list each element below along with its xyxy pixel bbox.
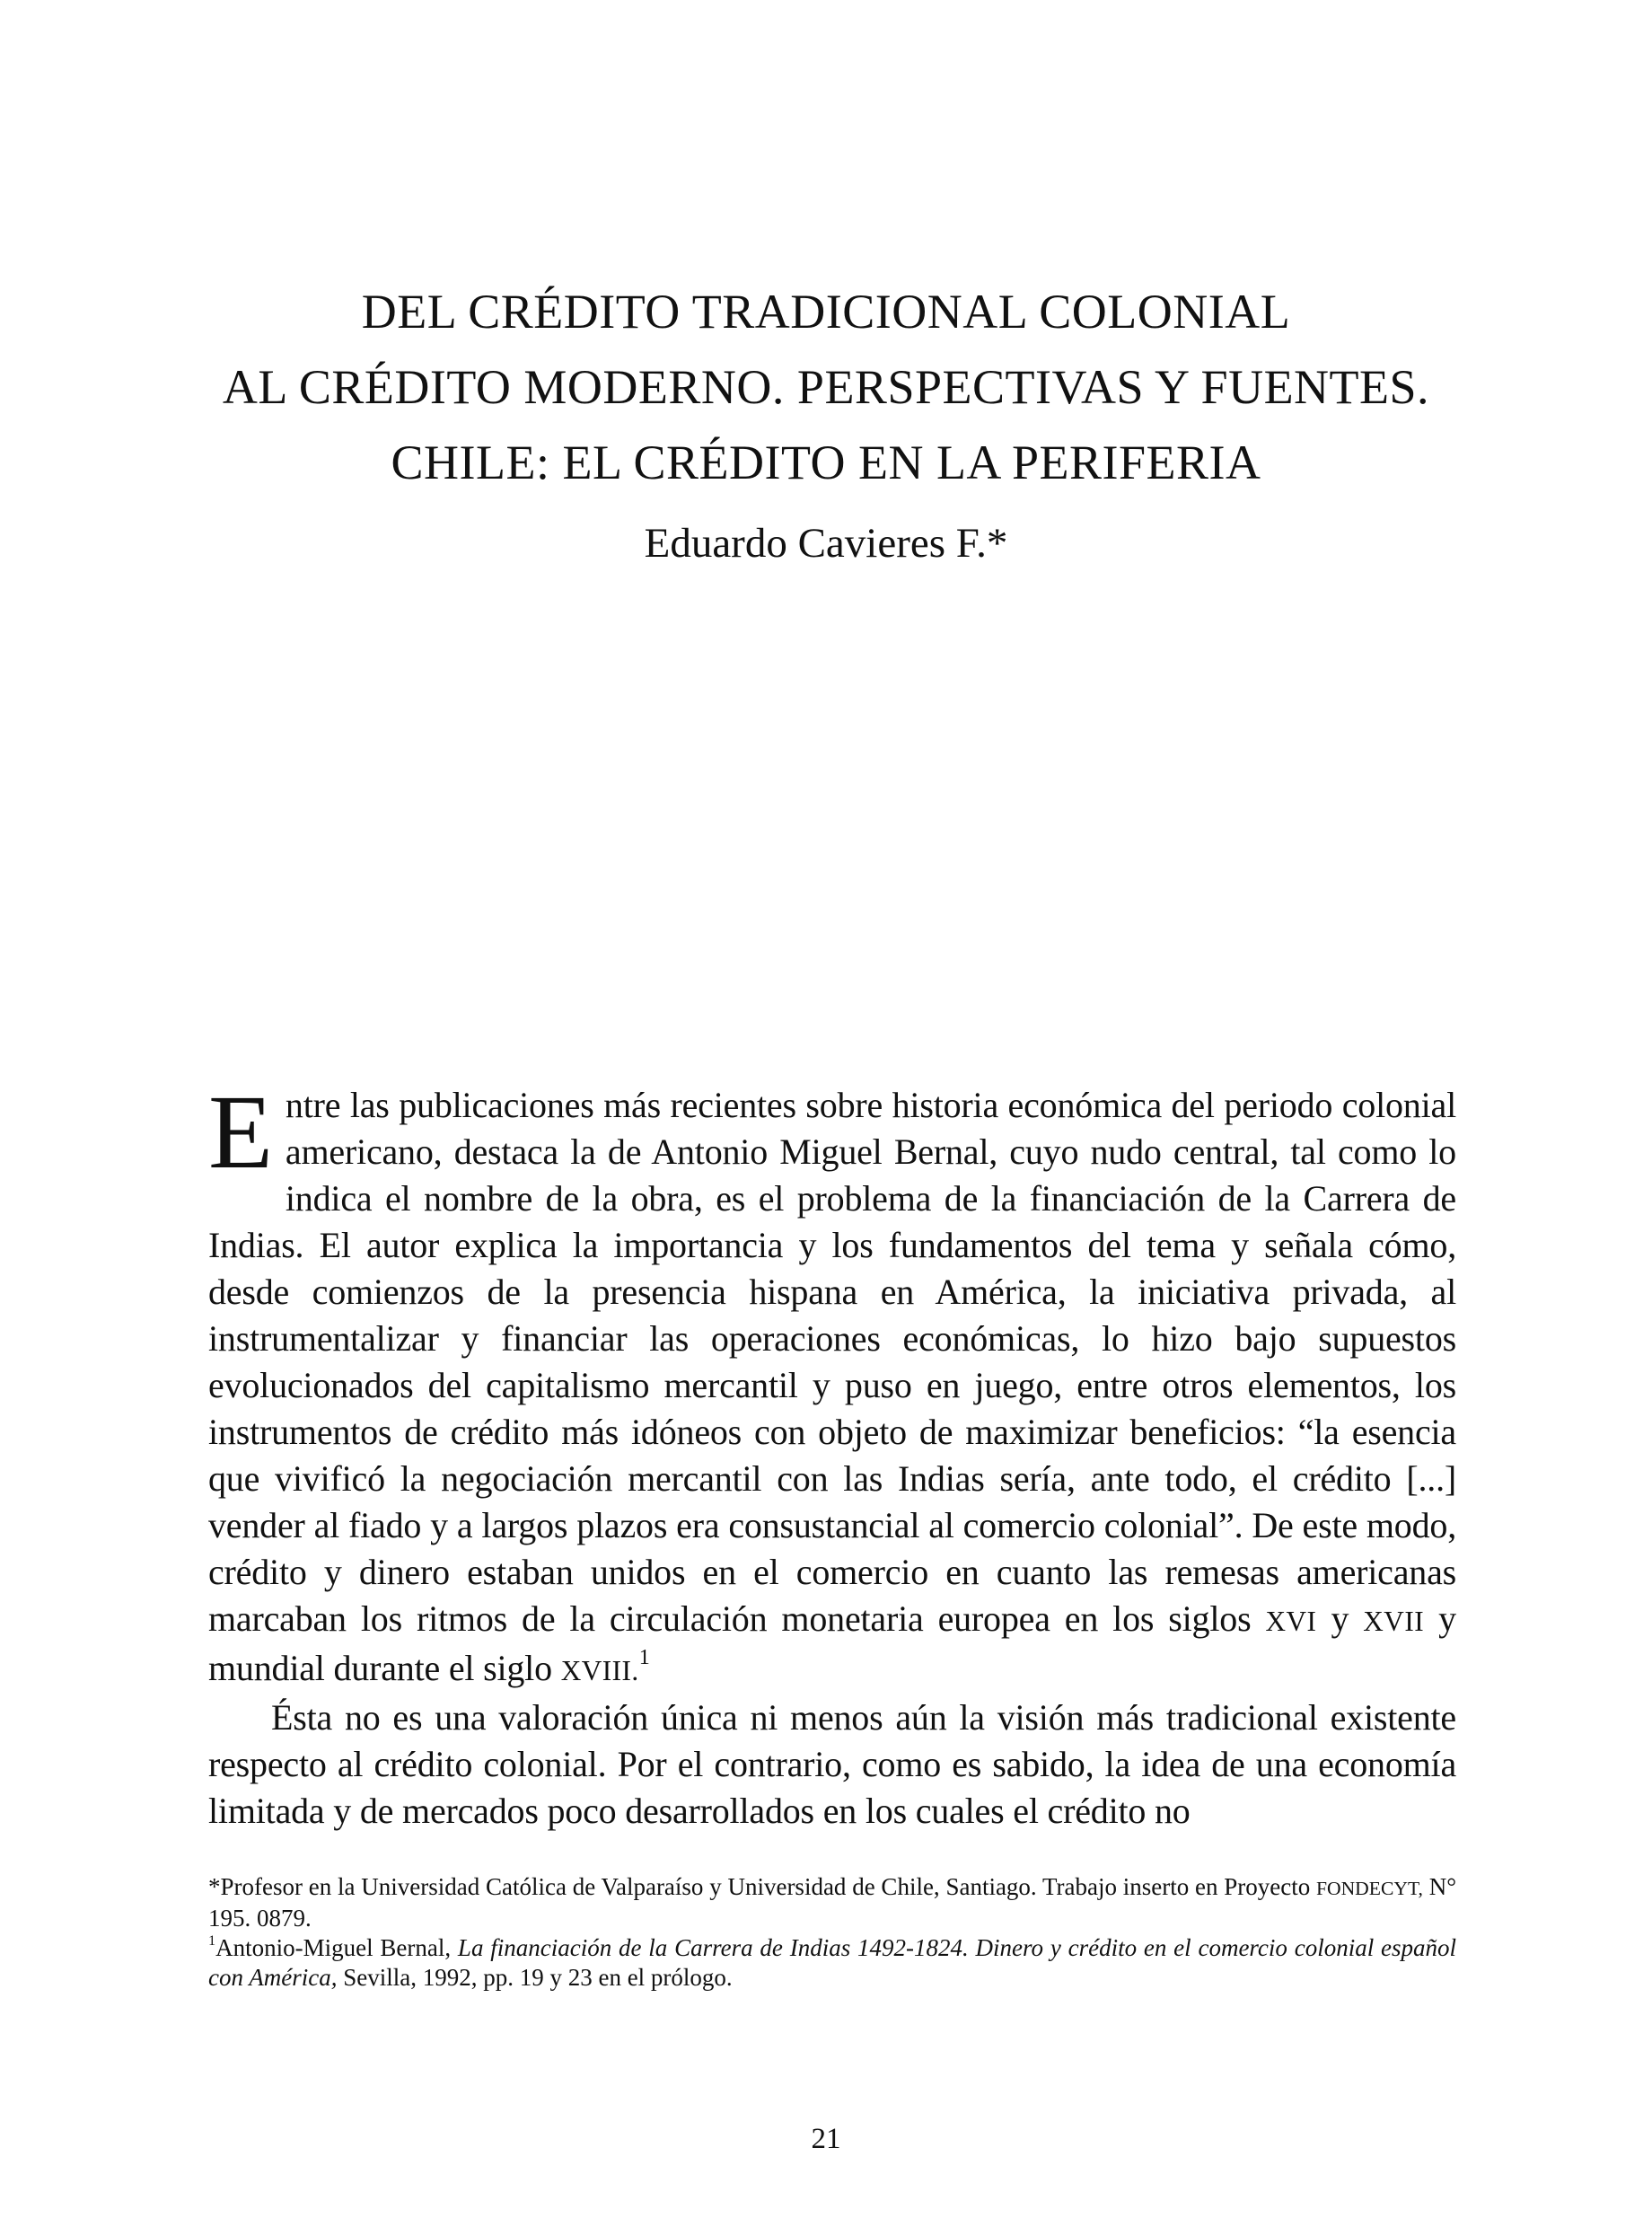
footnote-author-affiliation — [208, 1872, 1456, 1933]
footnote-1 — [208, 1933, 1456, 1993]
fondecyt-label: FONDECYT, — [1315, 1878, 1423, 1899]
footnote-star-project: N° 195. 0879. — [208, 1873, 1457, 1932]
paragraph-1 — [208, 1073, 1456, 1694]
footnote-1-rest: Sevilla, 1992, pp. 19 y 23 en el prólogo. — [343, 1964, 733, 1991]
footnote-1-title: La financiación de la Carrera de Indias 1492-1824. Dinero y crédito en el comercio colonial español con América, — [208, 1934, 1457, 1991]
footnotes — [208, 1872, 1456, 1993]
title-line-3: CHILE: EL CRÉDITO EN LA PERIFERIA — [391, 436, 1261, 489]
article-title — [0, 274, 1652, 500]
footnote-1-mark: 1 — [208, 1932, 216, 1949]
century-xvi: XVI — [1265, 1606, 1317, 1637]
author-name: Eduardo Cavieres F.* — [644, 520, 1008, 567]
paragraph-1-text: ntre las publicaciones más recientes sobre historia económica del periodo colonial americano, destaca la de Antonio Miguel Bernal, cuyo nudo central, tal como lo indica el nombre de la obra, es el problema de la financiación de la Carrera de Indias. El autor explica la importancia y los fundamentos del tema y señala cómo, desde comienzos de la presencia hispana en América, la iniciativa privada, al instrumentalizar y financiar las operaciones económicas, lo hizo bajo supuestos evolucionados del capitalismo mercantil y puso en juego, entre otros elementos, los instrumentos de crédito más idóneos con objeto de maximizar beneficios: “la esencia que vivificó la negociación mercantil con las Indias sería, ante todo, el crédito [...] vender al fiado y a largos plazos era consustancial al comercio colonial”. De este modo, crédito y dinero estaban unidos en el comercio en cuanto las remesas americanas marcaban los ritmos de la circulación monetaria europea en los siglos — [208, 1085, 1456, 1639]
century-xvii: XVII — [1363, 1606, 1425, 1637]
drop-cap: E — [208, 1073, 273, 1191]
page-number: 21 — [811, 2123, 841, 2155]
paragraph-1-tail: y mundial durante el siglo — [208, 1598, 1456, 1688]
footnote-ref-1[interactable]: 1 — [638, 1646, 650, 1669]
conjunction: y — [1331, 1598, 1349, 1639]
title-line-2: AL CRÉDITO MODERNO. PERSPECTIVAS Y FUENTES. — [222, 360, 1430, 414]
paragraph-2: Ésta no es una valoración única ni menos aún la visión más tradicional existente respecto al crédito colonial. Por el contrario, como es sabido, la idea de una economía limitada y de mercados poco desarrollados en los cuales el crédito no — [208, 1697, 1456, 1831]
article-body — [208, 1073, 1456, 1835]
title-line-1: DEL CRÉDITO TRADICIONAL COLONIAL — [361, 285, 1291, 339]
footnote-star-text: *Profesor en la Universidad Católica de Valparaíso y Universidad de Chile, Santiago. Trabajo inserto en Proyecto — [208, 1873, 1311, 1900]
footnote-1-author: Antonio-Miguel Bernal, — [215, 1934, 452, 1961]
century-xviii: XVIII. — [560, 1655, 639, 1686]
